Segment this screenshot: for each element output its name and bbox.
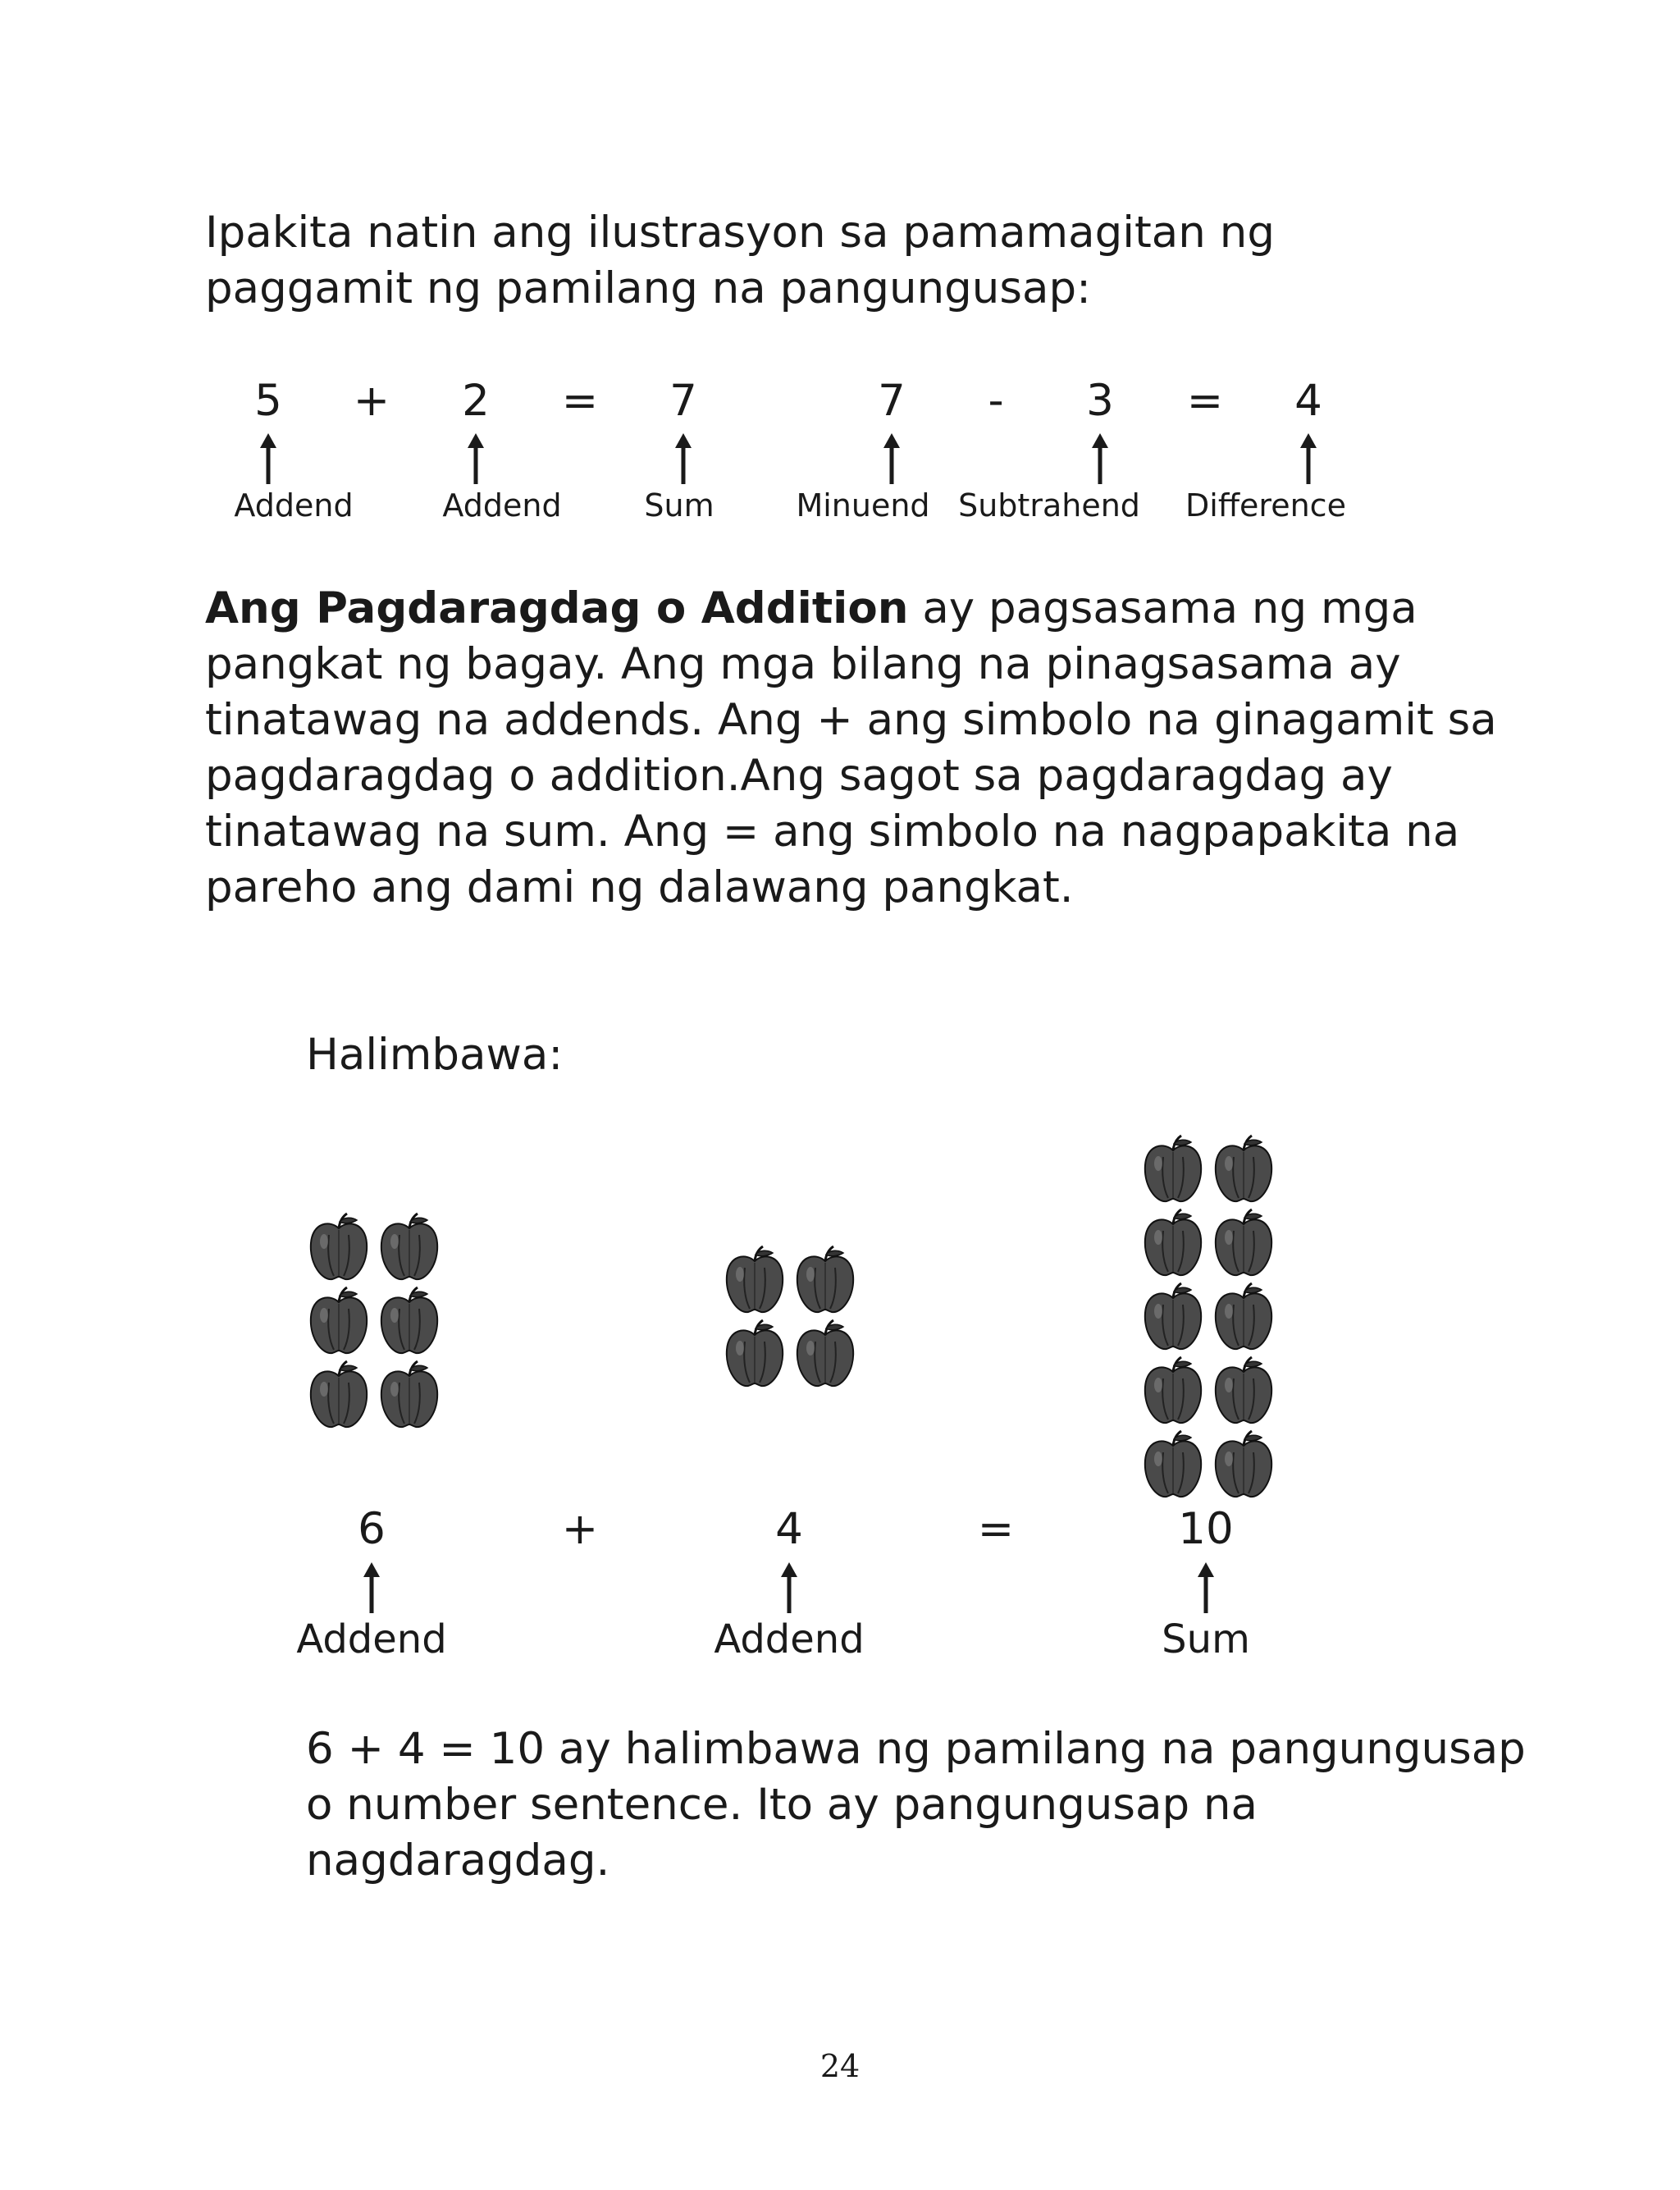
number-7-minuend: 7 bbox=[878, 376, 906, 426]
label-sum: Sum bbox=[1162, 1616, 1250, 1662]
arrow-up-icon bbox=[362, 1562, 381, 1613]
apple-icon bbox=[377, 1358, 442, 1430]
label-sum: Sum bbox=[644, 487, 714, 523]
apple-icon bbox=[1140, 1132, 1206, 1205]
label-addend: Addend bbox=[714, 1616, 865, 1662]
apple-icon bbox=[1211, 1132, 1276, 1205]
apple-icon bbox=[1140, 1206, 1206, 1278]
closing-paragraph: 6 + 4 = 10 ay halimbawa ng pamilang na pangungusap o number sentence. Ito ay pangungusap na nagdaragdag. bbox=[306, 1724, 1526, 1886]
number-6: 6 bbox=[358, 1504, 386, 1554]
arrow-up-icon bbox=[1196, 1562, 1216, 1613]
arrow-up-icon bbox=[673, 433, 693, 484]
arrow-up-icon bbox=[1090, 433, 1110, 484]
apple-icon bbox=[722, 1317, 788, 1389]
label-addend: Addend bbox=[234, 487, 354, 523]
apple-icon bbox=[1211, 1354, 1276, 1426]
minus-sign: - bbox=[988, 376, 1004, 426]
equals-sign-2: = bbox=[1186, 376, 1224, 426]
apple-icon bbox=[377, 1210, 442, 1282]
apple-icon bbox=[1211, 1280, 1276, 1352]
plus-sign: + bbox=[561, 1504, 599, 1554]
arrow-up-icon bbox=[779, 1562, 799, 1613]
apple-icon bbox=[1211, 1206, 1276, 1278]
definition-text: ay pagsasama ng mga pangkat ng bagay. Ang mga bilang na pinagsasama ay tinatawag na addends. Ang + ang simbolo na ginagamit sa pagdaragdag o addition.Ang sagot sa pagdaragdag ay tinatawag na sum. Ang = ang simbolo na nagpapakita na pareho ang dami ng dalawang pangkat. bbox=[205, 583, 1497, 912]
number-4: 4 bbox=[775, 1504, 803, 1554]
definition-term: Ang Pagdaragdag o Addition bbox=[205, 583, 909, 633]
apple-icon bbox=[1140, 1280, 1206, 1352]
apple-icon bbox=[722, 1243, 788, 1315]
number-3: 3 bbox=[1086, 376, 1114, 426]
label-addend: Addend bbox=[442, 487, 562, 523]
apple-icon bbox=[792, 1243, 858, 1315]
plus-sign: + bbox=[353, 376, 390, 426]
arrow-up-icon bbox=[1299, 433, 1318, 484]
label-minuend: Minuend bbox=[796, 487, 930, 523]
intro-paragraph: Ipakita natin ang ilustrasyon sa pamamagitan ng paggamit ng pamilang na pangungusap: bbox=[205, 208, 1275, 313]
arrow-up-icon bbox=[882, 433, 902, 484]
example-label: Halimbawa: bbox=[306, 1030, 564, 1080]
number-5: 5 bbox=[254, 376, 282, 426]
apple-icon bbox=[306, 1284, 372, 1356]
page-number: 24 bbox=[819, 2048, 861, 2084]
addition-definition bbox=[205, 581, 1518, 916]
number-10: 10 bbox=[1178, 1504, 1234, 1554]
apple-icon bbox=[306, 1358, 372, 1430]
equals-sign: = bbox=[977, 1504, 1015, 1554]
number-7: 7 bbox=[669, 376, 697, 426]
apple-icon bbox=[1211, 1428, 1276, 1500]
arrow-up-icon bbox=[466, 433, 486, 484]
equals-sign: = bbox=[561, 376, 599, 426]
number-2: 2 bbox=[462, 376, 490, 426]
apple-icon bbox=[1140, 1428, 1206, 1500]
label-addend: Addend bbox=[296, 1616, 447, 1662]
apple-icon bbox=[1140, 1354, 1206, 1426]
apple-icon bbox=[377, 1284, 442, 1356]
apple-icon bbox=[306, 1210, 372, 1282]
label-subtrahend: Subtrahend bbox=[958, 487, 1140, 523]
arrow-up-icon bbox=[258, 433, 278, 484]
apple-icon bbox=[792, 1317, 858, 1389]
number-4: 4 bbox=[1294, 376, 1322, 426]
label-difference: Difference bbox=[1185, 487, 1346, 523]
